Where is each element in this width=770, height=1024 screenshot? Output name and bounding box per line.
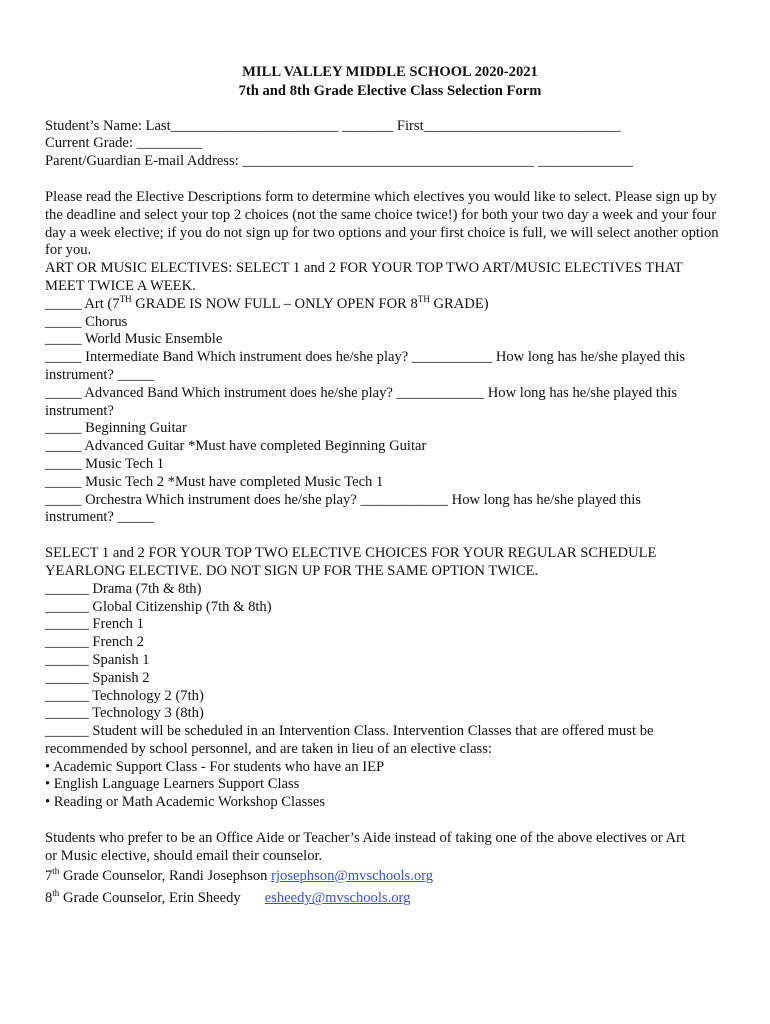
option-chorus[interactable]: _____ Chorus [45, 313, 128, 330]
option-french-2[interactable]: ______ French 2 [45, 634, 144, 651]
option-drama[interactable]: ______ Drama (7th & 8th) [45, 580, 202, 597]
option-music-tech-1[interactable]: _____ Music Tech 1 [45, 455, 165, 472]
counselor-label: Grade Counselor, Erin Sheedy [59, 890, 241, 907]
option-art[interactable] [45, 293, 735, 314]
grade-number: 7 [45, 867, 53, 884]
option-advanced-band[interactable]: _____ Advanced Band Which instrument does he/she play? ____________ How long has he/she played this [45, 384, 678, 401]
option-art-prefix: _____ Art (7 [45, 295, 120, 312]
superscript: th [52, 865, 60, 876]
option-music-tech-2[interactable]: _____ Music Tech 2 *Must have completed Music Tech 1 [45, 473, 384, 490]
option-french-1[interactable]: ______ French 1 [45, 616, 144, 633]
option-intermediate-band-cont[interactable]: instrument? _____ [45, 366, 155, 383]
regular-elective-heading: SELECT 1 and 2 FOR YOUR TOP TWO ELECTIVE CHOICES FOR YOUR REGULAR SCHEDULE [45, 545, 657, 562]
superscript: TH [417, 293, 430, 304]
grade-number: 8 [45, 890, 53, 907]
art-music-heading: ART OR MUSIC ELECTIVES: SELECT 1 and 2 FOR YOUR TOP TWO ART/MUSIC ELECTIVES THAT [45, 260, 683, 277]
list-item: • Reading or Math Academic Workshop Classes [45, 794, 326, 811]
option-technology-3[interactable]: ______ Technology 3 (8th) [45, 705, 204, 722]
current-grade-field[interactable]: Current Grade: _________ [45, 135, 203, 152]
art-music-heading-cont: MEET TWICE A WEEK. [45, 277, 196, 294]
instructions-paragraph: Please read the Elective Descriptions form to determine which electives you would like to select. Please sign up by the deadline and select your top 2 choices (not the same choice twice!) for both your two day a week and your four day a week elective; if you do not sign up for two options and your first choice is full, we will select another option for you. [45, 188, 719, 259]
counselor-label: Grade Counselor, Randi Josephson [59, 867, 272, 884]
spacer [45, 171, 735, 189]
spacer [45, 812, 735, 830]
option-advanced-guitar[interactable]: _____ Advanced Guitar *Must have completed Beginning Guitar [45, 438, 427, 455]
aide-note-cont: or Music elective, should email their counselor. [45, 847, 323, 864]
option-beginning-guitar[interactable]: _____ Beginning Guitar [45, 420, 187, 437]
option-art-suffix: GRADE) [429, 295, 489, 312]
option-global-citizenship[interactable]: ______ Global Citizenship (7th & 8th) [45, 598, 272, 615]
spacer [45, 101, 735, 118]
form-page [45, 64, 735, 908]
aide-note: Students who prefer to be an Office Aide or Teacher’s Aide instead of taking one of the above electives or Art [45, 830, 686, 847]
spacer [45, 527, 735, 545]
option-art-middle: GRADE IS NOW FULL – ONLY OPEN FOR 8 [131, 295, 418, 312]
option-advanced-band-cont[interactable]: instrument? [45, 402, 114, 419]
option-intervention-class-cont: recommended by school personnel, and are taken in lieu of an elective class: [45, 740, 492, 757]
option-orchestra-cont[interactable]: instrument? _____ [45, 509, 155, 526]
list-item: • English Language Learners Support Class [45, 776, 300, 793]
option-technology-2[interactable]: ______ Technology 2 (7th) [45, 687, 204, 704]
superscript: TH [119, 293, 132, 304]
regular-elective-heading-cont: YEARLONG ELECTIVE. DO NOT SIGN UP FOR THE SAME OPTION TWICE. [45, 562, 539, 579]
counselor-7th-grade [45, 865, 735, 886]
guardian-email-field[interactable]: Parent/Guardian E-mail Address: ________________________________________ _____________ [45, 153, 633, 170]
student-name-field[interactable]: Student’s Name: Last_______________________ _______ First___________________________ [45, 117, 621, 134]
school-title: MILL VALLEY MIDDLE SCHOOL 2020-2021 [242, 64, 538, 80]
superscript: th [52, 888, 60, 899]
option-spanish-2[interactable]: ______ Spanish 2 [45, 669, 150, 686]
counselor-8th-grade [45, 890, 735, 908]
option-intermediate-band[interactable]: _____ Intermediate Band Which instrument does he/she play? ___________ How long has he/she played this [45, 349, 686, 366]
list-item: • Academic Support Class - For students who have an IEP [45, 758, 385, 775]
counselor-email-link[interactable]: esheedy@mvschools.org [264, 890, 411, 907]
option-spanish-1[interactable]: ______ Spanish 1 [45, 651, 150, 668]
option-world-music-ensemble[interactable]: _____ World Music Ensemble [45, 331, 223, 348]
option-orchestra[interactable]: _____ Orchestra Which instrument does he/she play? ____________ How long has he/she played this [45, 491, 641, 508]
option-intervention-class[interactable]: ______ Student will be scheduled in an Intervention Class. Intervention Classes that are offered must be [45, 723, 654, 740]
form-title: 7th and 8th Grade Elective Class Selection Form [238, 82, 542, 99]
counselor-email-link[interactable]: rjosephson@mvschools.org [271, 867, 434, 884]
